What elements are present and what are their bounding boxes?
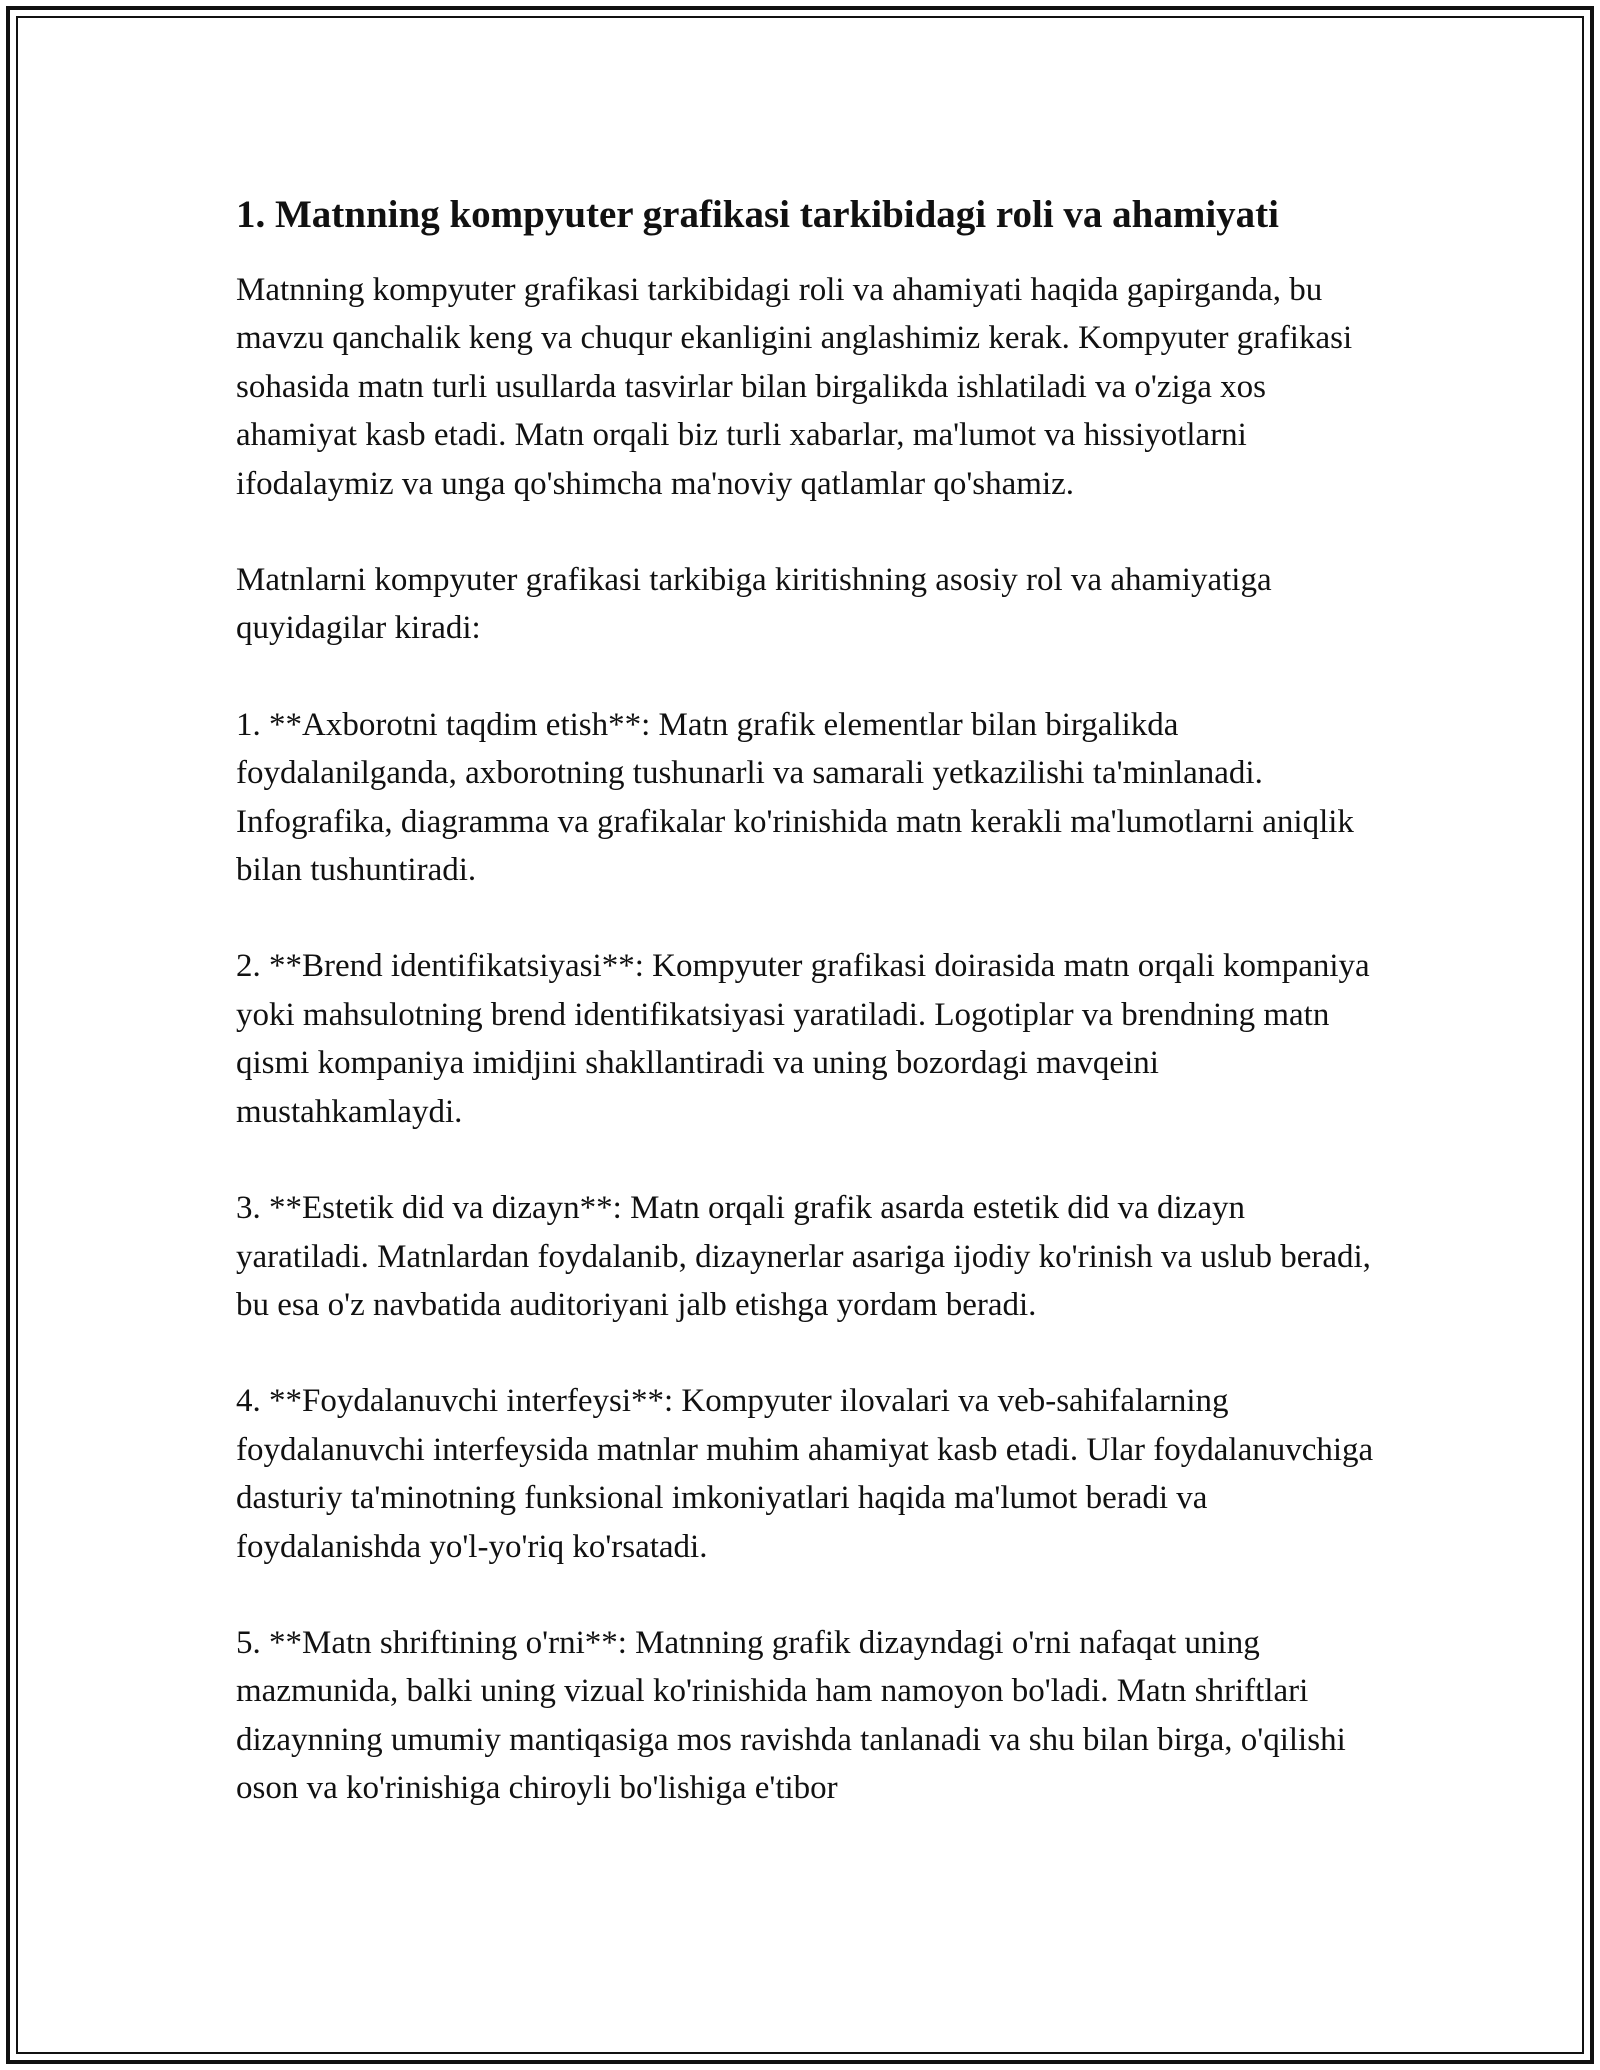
list-item-brend: 2. **Brend identifikatsiyasi**: Kompyuter grafikasi doirasida matn orqali kompaniya yoki mahsulotning brend identifikatsiyasi yaratiladi. Logotiplar va brendning matn qismi kompaniya imidjini shakllantiradi va uning bozordagi mavqeini mustahkamlaydi. <box>236 948 1370 1130</box>
intro-paragraph: Matnning kompyuter grafikasi tarkibidagi roli va ahamiyati haqida gapirganda, bu mavzu qanchalik keng va chuqur ekanligini anglashimiz kerak. Kompyuter grafikasi sohasida matn turli usullarda tasvirlar bilan birgalikda ishlatiladi va o'ziga xos ahamiyat kasb etadi. Matn orqali biz turli xabarlar, ma'lumot va hissiyotlarni ifodalaymiz va unga qo'shimcha ma'noviy qatlamlar qo'shamiz. <box>236 272 1353 502</box>
list-intro-paragraph: Matnlarni kompyuter grafikasi tarkibiga kiritishning asosiy rol va ahamiyatiga quyidagilar kiradi: <box>236 562 1272 647</box>
document-body <box>236 188 1386 1813</box>
list-item-axborot: 1. **Axborotni taqdim etish**: Matn grafik elementlar bilan birgalikda foydalanilganda, axborotning tushunarli va samarali yetkazilishi ta'minlanadi. Infografika, diagramma va grafikalar ko'rinishida matn kerakli ma'lumotlarni aniqlik bilan tushuntiradi. <box>236 706 1354 889</box>
list-item-estetik: 3. **Estetik did va dizayn**: Matn orqali grafik asarda estetik did va dizayn yaratiladi. Matnlardan foydalanib, dizaynerlar asariga ijodiy ko'rinish va uslub beradi, bu esa o'z navbatida auditoriyani jalb etishga yordam beradi. <box>236 1190 1371 1323</box>
list-item-shrift: 5. **Matn shriftining o'rni**: Matnning grafik dizayndagi o'rni nafaqat uning mazmunida, balki uning vizual ko'rinishida ham namoyon bo'ladi. Matn shriftlari dizaynning umumiy mantiqasiga mos ravishda tanlanadi va shu bilan birga, o'qilishi oson va ko'rinishiga chiroyli bo'lishiga e'tibor <box>236 1624 1346 1807</box>
list-item-interfeys: 4. **Foydalanuvchi interfeysi**: Kompyuter ilovalari va veb-sahifalarning foydalanuvchi interfeysida matnlar muhim ahamiyat kasb etadi. Ular foydalanuvchiga dasturiy ta'minotning funksional imkoniyatlari haqida ma'lumot beradi va foydalanishda yo'l-yo'riq ko'rsatadi. <box>236 1383 1374 1565</box>
section-heading: 1. Matnning kompyuter grafikasi tarkibidagi roli va ahamiyati <box>236 193 1279 236</box>
